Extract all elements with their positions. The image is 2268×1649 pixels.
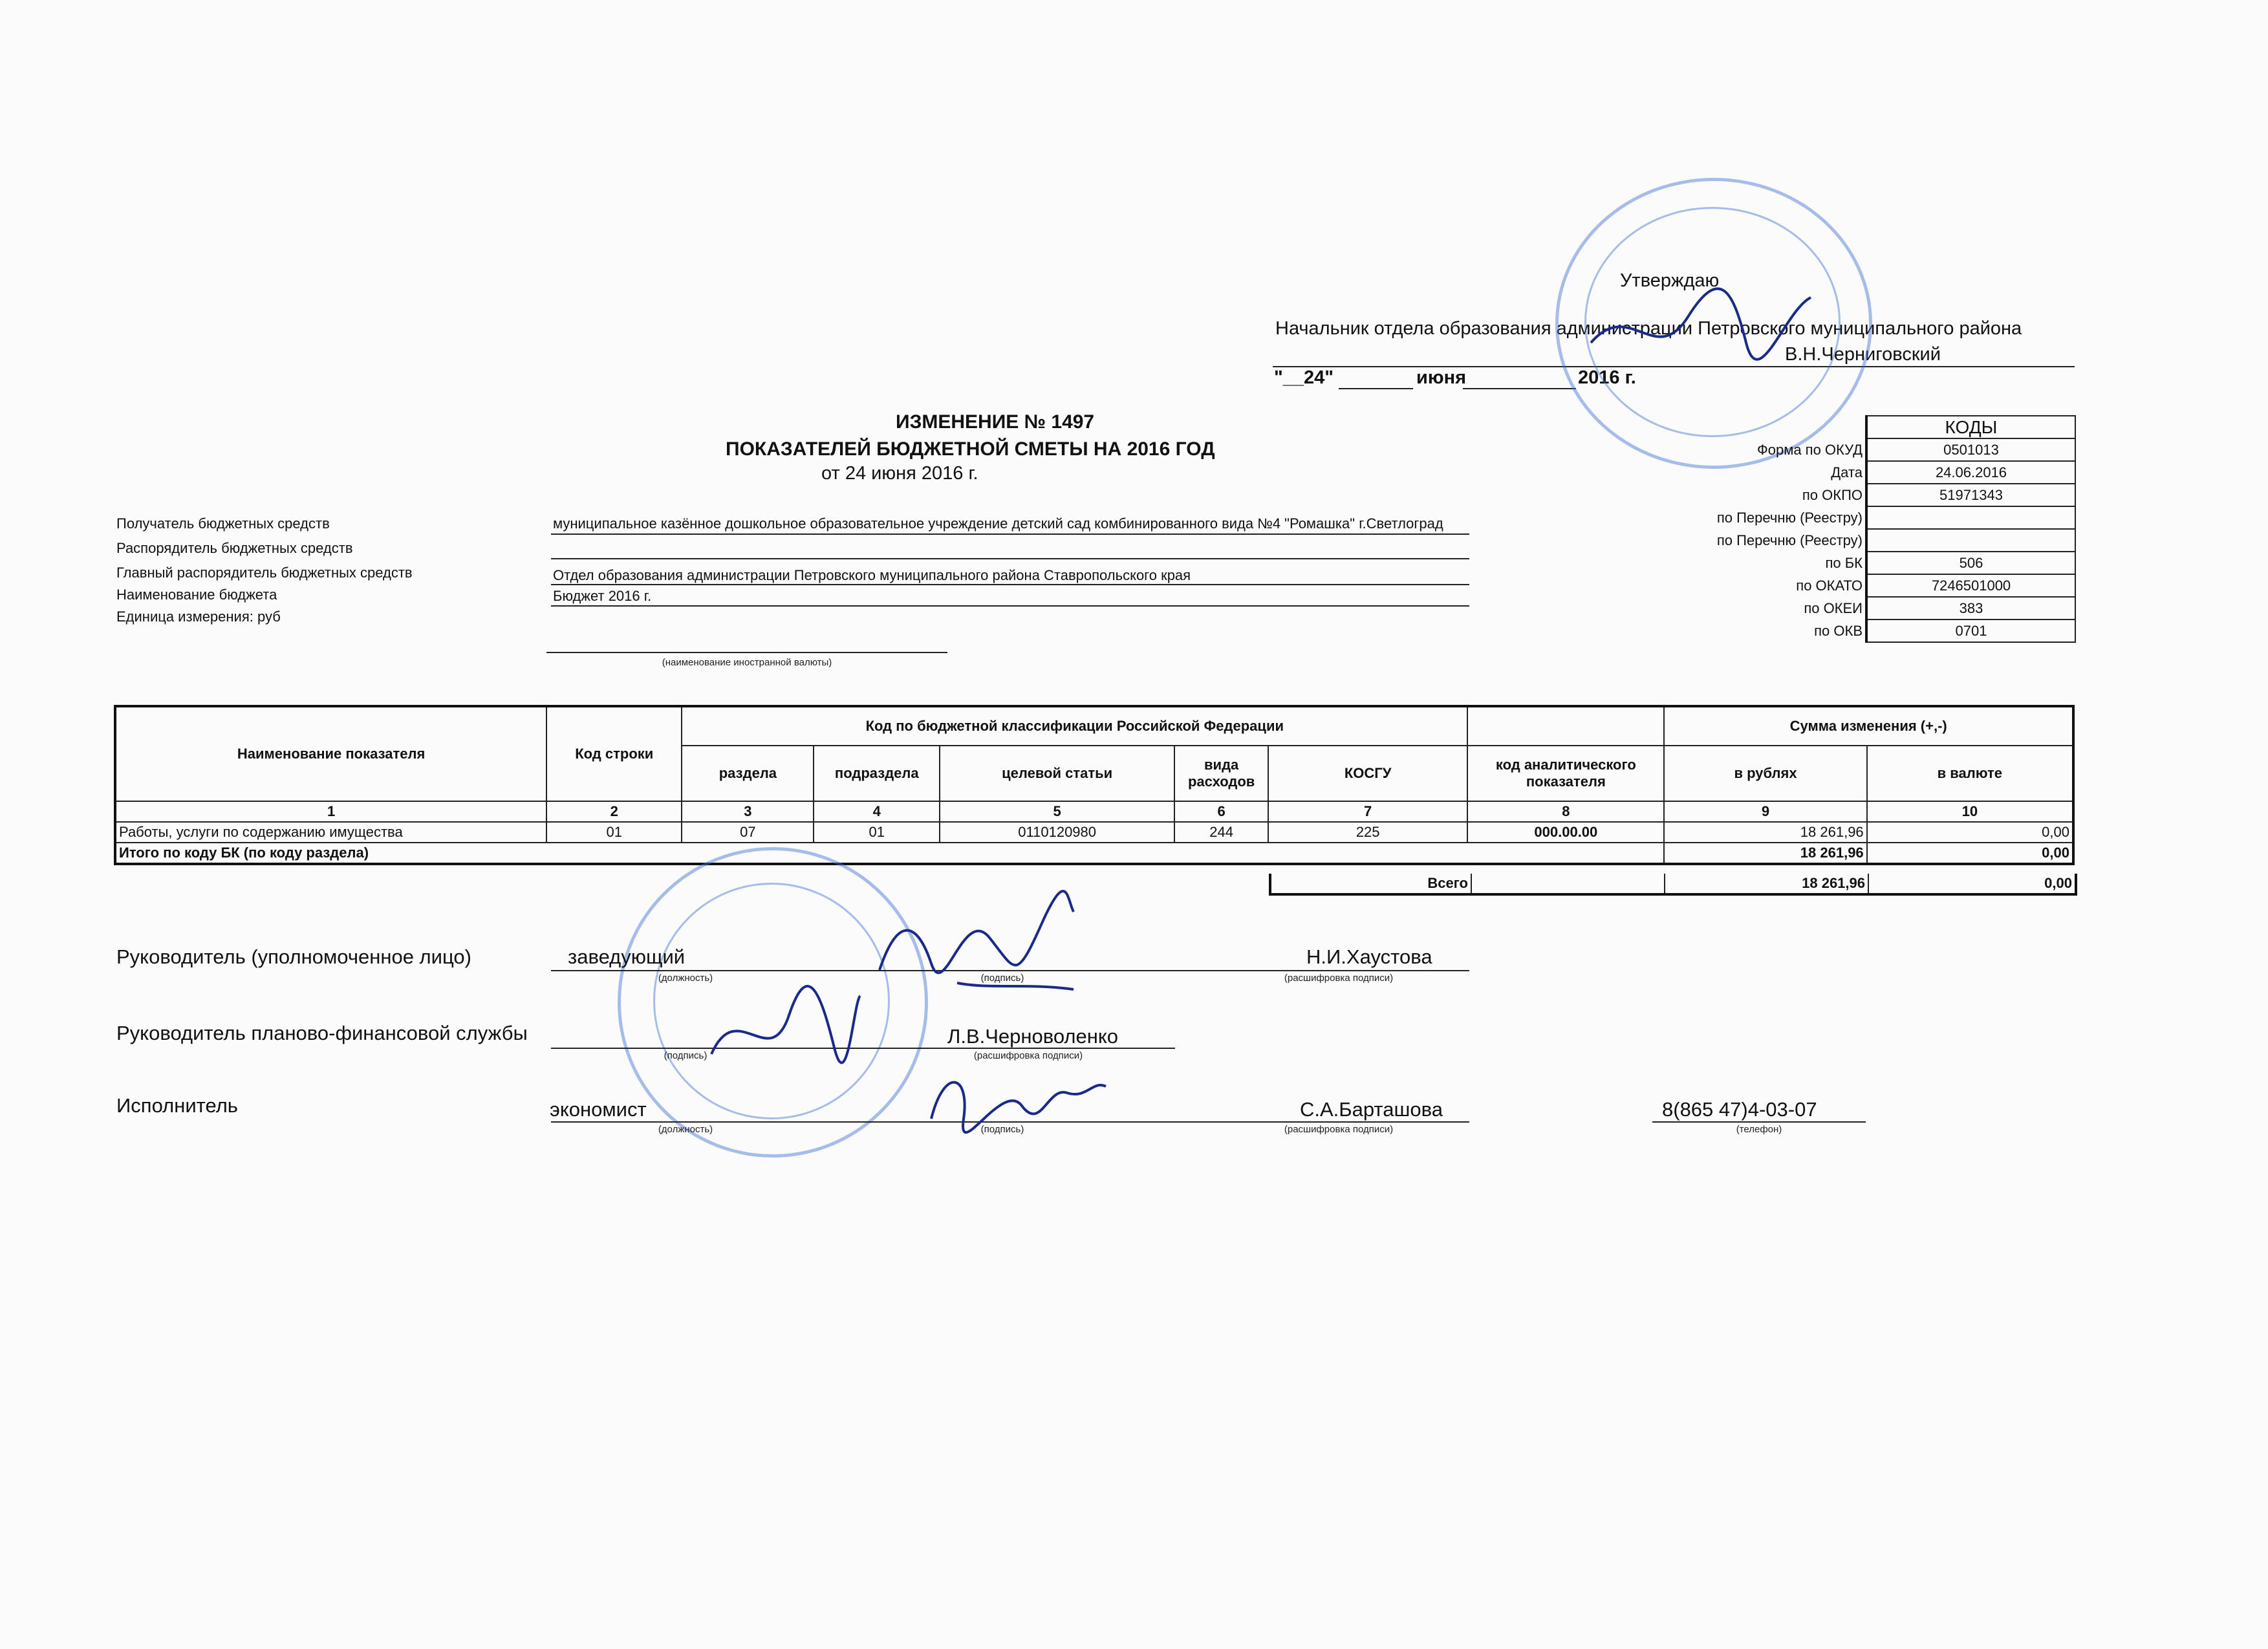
codes-value: 7246501000: [1866, 574, 2075, 597]
row-razdel: 07: [682, 822, 814, 843]
col-number: 8: [1467, 801, 1664, 822]
recipient-label: Получатель бюджетных средств: [116, 515, 330, 532]
col-number: 9: [1664, 801, 1866, 822]
row-rub: 18 261,96: [1664, 822, 1866, 843]
vsego-rub: 18 261,96: [1665, 874, 1868, 894]
codes-label: по Перечню (Реестру): [1716, 532, 1863, 548]
codes-value: 0501013: [1866, 438, 2075, 461]
exec-signature: [918, 1061, 1112, 1138]
codes-header: КОДЫ: [1866, 416, 2075, 438]
col-header-cs: целевой статьи: [940, 746, 1174, 801]
col-number: 10: [1867, 801, 2073, 822]
exec-name: С.А.Барташова: [1300, 1098, 1443, 1121]
itogo-row: [115, 843, 2073, 864]
row-podrazdel: 01: [814, 822, 940, 843]
row-cs: 0110120980: [940, 822, 1174, 843]
col-header-val: в валюте: [1867, 746, 2073, 801]
approval-position: Начальник отдела образования администрации Петровского муниципального района: [1275, 318, 2022, 339]
itogo-rub: 18 261,96: [1664, 843, 1866, 864]
exec-cap-phone: (телефон): [1736, 1124, 1782, 1135]
head-position: заведующий: [568, 945, 686, 968]
row-code: 01: [546, 822, 682, 843]
total-table: [1269, 874, 2077, 896]
col-header-podrazdel: подраздела: [814, 746, 940, 801]
approval-signature: [1578, 272, 1824, 375]
exec-cap-signature: (подпись): [980, 1124, 1024, 1135]
chief-manager-label: Главный распорядитель бюджетных средств: [116, 565, 413, 581]
codes-value: 506: [1866, 552, 2075, 574]
recipient-line: [551, 534, 1469, 535]
fin-cap-signature: (подпись): [664, 1050, 707, 1061]
manager-line: [551, 558, 1469, 559]
vsego-val: 0,00: [2044, 875, 2072, 891]
fin-label: Руководитель планово-финансовой службы: [116, 1022, 528, 1044]
col-number: 3: [682, 801, 814, 822]
itogo-val: 0,00: [1867, 843, 2073, 864]
codes-label: по ОКПО: [1802, 486, 1863, 503]
doc-title-number: ИЗМЕНЕНИЕ № 1497: [896, 411, 1095, 433]
row-vr: 244: [1174, 822, 1268, 843]
phone-line: [1652, 1121, 1866, 1123]
row-analit: 000.00.00: [1467, 822, 1664, 843]
codes-label: по ОКАТО: [1796, 577, 1863, 594]
codes-label: Дата: [1831, 464, 1863, 480]
approval-month: июня: [1416, 367, 1467, 388]
manager-label: Распорядитель бюджетных средств: [116, 540, 353, 556]
col-number: 5: [940, 801, 1174, 822]
col-header-code: Код строки: [546, 706, 682, 801]
col-header-kosgu: КОСГУ: [1268, 746, 1467, 801]
row-name: Работы, услуги по содержанию имущества: [115, 822, 546, 843]
currency-line: [546, 652, 947, 653]
recipient-value: муниципальное казённое дошкольное образовательное учреждение детский сад комбинированного вида №4 "Ромашка" г.Светлоград: [553, 515, 1443, 532]
head-signature: [860, 886, 1086, 1002]
doc-title-date: от 24 июня 2016 г.: [821, 463, 978, 484]
unit-label: Единица измерения: руб: [116, 609, 281, 625]
col-header-rub: в рублях: [1664, 746, 1866, 801]
col-header-empty: [1467, 706, 1664, 746]
codes-label: Форма по ОКУД: [1757, 441, 1863, 458]
col-header-sum: Сумма изменения (+,-): [1664, 706, 2073, 746]
approval-year: 2016 г.: [1578, 367, 1636, 388]
doc-title-main: ПОКАЗАТЕЛЕЙ БЮДЖЕТНОЙ СМЕТЫ НА 2016 ГОД: [726, 438, 1215, 460]
col-number: 7: [1268, 801, 1467, 822]
day-underline: [1339, 388, 1413, 389]
budget-value: Бюджет 2016 г.: [553, 588, 652, 604]
budget-table: [114, 705, 2075, 865]
vsego-label: Всего: [1270, 874, 1471, 894]
col-header-name: Наименование показателя: [115, 706, 546, 801]
chief-manager-line: [551, 584, 1469, 585]
exec-position: экономист: [550, 1098, 647, 1121]
fin-signature: [698, 976, 867, 1080]
codes-table: [1656, 415, 2076, 643]
approval-day: "__24": [1274, 367, 1334, 388]
codes-value: [1866, 506, 2075, 529]
exec-cap-decode: (расшифровка подписи): [1284, 1124, 1394, 1135]
exec-cap-position: (должность): [658, 1124, 713, 1135]
codes-value: 24.06.2016: [1866, 461, 2075, 484]
codes-label: по БК: [1825, 554, 1863, 571]
col-header-razdel: раздела: [682, 746, 814, 801]
codes-value: 51971343: [1866, 484, 2075, 506]
exec-label: Исполнитель: [116, 1094, 238, 1117]
codes-label: по Перечню (Реестру): [1716, 509, 1863, 526]
budget-label: Наименование бюджета: [116, 587, 277, 603]
currency-caption: (наименование иностранной валюты): [662, 657, 832, 668]
head-cap-signature: (подпись): [980, 973, 1024, 984]
head-name: Н.И.Хаустова: [1306, 945, 1432, 968]
itogo-label: Итого по коду БК (по коду раздела): [115, 843, 1664, 864]
exec-phone: 8(865 47)4-03-07: [1662, 1098, 1817, 1121]
col-number: 4: [814, 801, 940, 822]
vsego-empty: [1471, 874, 1665, 894]
codes-value: [1866, 529, 2075, 552]
row-val: 0,00: [1867, 822, 2073, 843]
approval-title: Утверждаю: [1620, 270, 1720, 291]
codes-label: по ОКЕИ: [1804, 599, 1863, 616]
col-number: 2: [546, 801, 682, 822]
col-header-analit: код аналитического показателя: [1467, 746, 1664, 801]
head-cap-decode: (расшифровка подписи): [1284, 973, 1394, 984]
codes-value: 383: [1866, 597, 2075, 620]
col-number: 6: [1174, 801, 1268, 822]
row-kosgu: 225: [1268, 822, 1467, 843]
col-number: 1: [115, 801, 546, 822]
chief-manager-value: Отдел образования администрации Петровского муниципального района Ставропольского края: [553, 567, 1191, 583]
month-underline: [1463, 388, 1576, 389]
fin-name: Л.В.Черноволенко: [947, 1025, 1119, 1048]
col-header-bk: Код по бюджетной классификации Российской Федерации: [682, 706, 1467, 746]
col-header-vr: вида расходов: [1174, 746, 1268, 801]
budget-line: [551, 605, 1469, 607]
head-cap-position: (должность): [658, 973, 713, 984]
head-label: Руководитель (уполномоченное лицо): [116, 945, 471, 968]
codes-value: 0701: [1866, 620, 2075, 642]
table-row: [115, 822, 2073, 843]
approval-name: В.Н.Черниговский: [1785, 344, 1941, 365]
codes-label: по ОКВ: [1814, 622, 1863, 639]
fin-cap-decode: (расшифровка подписи): [973, 1050, 1083, 1061]
